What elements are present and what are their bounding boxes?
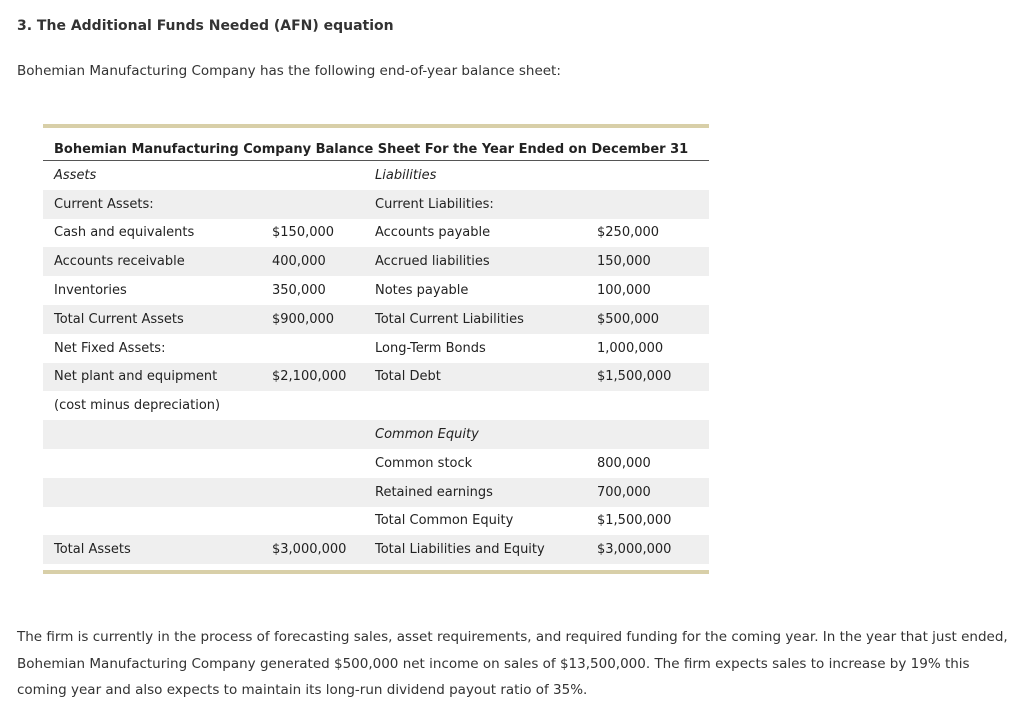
table-row [43,190,709,219]
asset-label: Net plant and equipment [43,363,272,392]
table-row [43,507,709,536]
table-row [43,535,709,564]
closing-paragraph: The firm is currently in the process of forecasting sales, asset requirements, and required funding for the coming year. In the year that just ended, Bohemian Manufacturing Company generated $500,000 net income on sales of $13,500,000. The firm expects sales to increase by 19% this coming year and also expects to maintain its long-run dividend payout ratio of 35%. [17,629,1008,699]
asset-value [272,478,375,507]
liability-value [597,190,709,219]
liability-label: Notes payable [375,283,469,299]
asset-value [272,507,375,536]
asset-label: (cost minus depreciation) [54,398,221,414]
liability-value: 700,000 [597,478,709,507]
asset-value [272,420,375,449]
intro-text: Bohemian Manufacturing Company has the following end-of-year balance sheet: [17,63,561,79]
table-row [43,334,709,363]
asset-label: Accounts receivable [43,247,272,276]
liability-value: $500,000 [597,305,709,334]
asset-value: $2,100,000 [272,363,375,392]
table-row [43,449,709,478]
liability-value: 100,000 [597,283,651,299]
table-row [43,478,709,507]
table-row [43,247,709,276]
liability-label: Retained earnings [375,478,597,507]
asset-label: Inventories [54,283,127,299]
table-row [43,363,709,392]
bottom-rule [43,570,709,574]
liability-label: Current Liabilities: [375,190,597,219]
balance-sheet-title: Bohemian Manufacturing Company Balance Sheet For the Year Ended on December 31 [43,128,709,161]
liability-value: 150,000 [597,247,709,276]
liability-label: Total Debt [375,363,597,392]
liability-label: Total Current Liabilities [375,305,597,334]
asset-label: Net Fixed Assets: [54,340,166,356]
assets-header: Assets [54,167,97,183]
liability-value: 1,000,000 [597,340,664,356]
asset-label: Current Assets: [43,190,272,219]
asset-value: 400,000 [272,247,375,276]
table-row [43,420,709,449]
asset-value [272,391,375,420]
liability-label: Common stock [375,455,473,471]
asset-label: Total Assets [43,535,272,564]
liability-value: $1,500,000 [597,513,672,529]
liabilities-header: Liabilities [375,167,437,183]
header-row [43,161,709,190]
asset-value [272,334,375,363]
balance-sheet [43,124,709,574]
liability-value [597,391,709,420]
asset-label: Total Current Assets [43,305,272,334]
liability-value: $3,000,000 [597,535,709,564]
asset-value: $900,000 [272,305,375,334]
asset-label [43,478,272,507]
liability-value: $1,500,000 [597,363,709,392]
table-row [43,219,709,248]
liability-label: Accounts payable [375,225,491,241]
asset-value: $150,000 [272,225,335,241]
asset-value [272,449,375,478]
balance-sheet-table [43,161,709,570]
liability-label: Long-Term Bonds [375,340,486,356]
asset-label [43,420,272,449]
asset-value: $3,000,000 [272,535,375,564]
liability-value: $250,000 [597,225,660,241]
asset-value [272,190,375,219]
liability-label [375,391,597,420]
asset-label [43,507,272,536]
liability-label: Total Liabilities and Equity [375,535,597,564]
liability-label: Accrued liabilities [375,247,597,276]
asset-label: Cash and equivalents [54,225,195,241]
liability-value [597,420,709,449]
asset-value: 350,000 [272,283,326,299]
asset-label [43,449,272,478]
table-row [43,391,709,420]
table-row [43,305,709,334]
table-row [43,276,709,305]
liability-label: Total Common Equity [375,513,514,529]
liability-value: 800,000 [597,455,651,471]
question-heading: 3. The Additional Funds Needed (AFN) equation [17,18,394,34]
liability-label: Common Equity [375,420,597,449]
